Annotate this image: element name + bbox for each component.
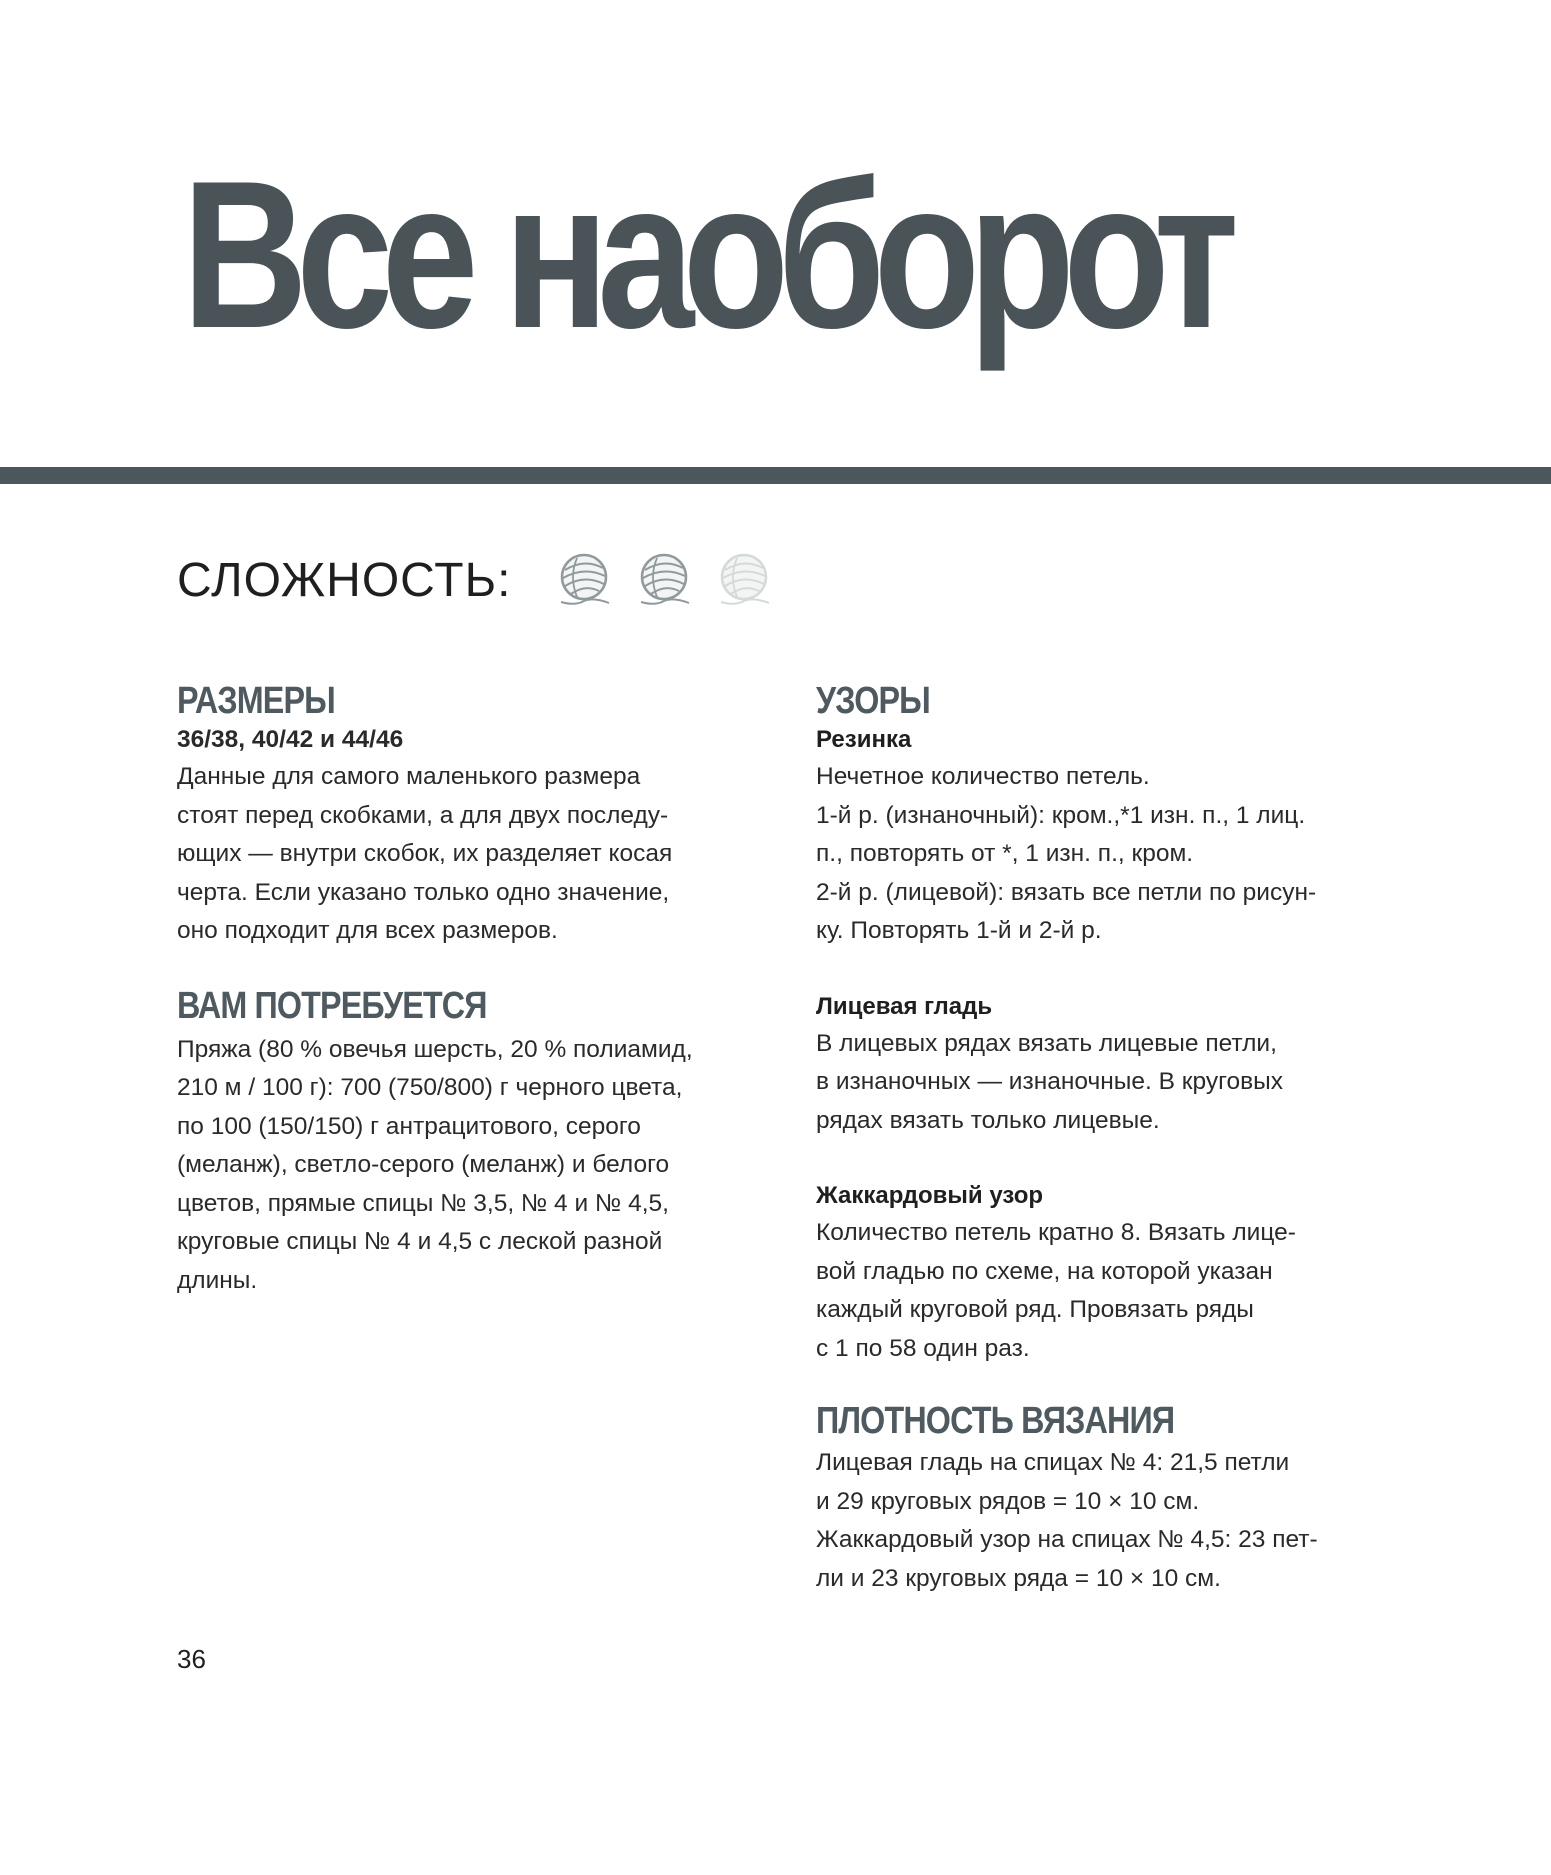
text-line: Лицевая гладь на спицах № 4: 21,5 петли [816, 1449, 1290, 1476]
text-line: каждый круговой ряд. Провязать ряды [816, 1296, 1254, 1323]
left-column [177, 680, 762, 1330]
stockinette-text [816, 1025, 1401, 1141]
text-line: ку. Повторять 1-й и 2-й р. [816, 917, 1102, 944]
sizes-heading: РАЗМЕРЫ [177, 680, 335, 722]
gauge-heading: ПЛОТНОСТЬ ВЯЗАНИЯ [816, 1400, 1175, 1442]
text-line: В лицевых рядах вязать лицевые петли, [816, 1029, 1277, 1057]
page-number: 36 [177, 1644, 206, 1674]
right-column [816, 680, 1401, 1628]
materials-heading: ВАМ ПОТРЕБУЕТСЯ [177, 984, 487, 1027]
difficulty-icons [555, 550, 773, 610]
text-line: и 29 круговых рядов = 10 × 10 см. [816, 1487, 1200, 1515]
text-line: Пряжа (80 % овечья шерсть, 20 % полиамид, [177, 1035, 693, 1063]
text-line: 2-й р. (лицевой): вязать все петли по рисун- [816, 878, 1317, 906]
stockinette-title: Лицевая гладь [816, 992, 993, 1020]
gauge-section [816, 1400, 1401, 1598]
text-line: оно подходит для всех размеров. [177, 917, 558, 944]
jacquard-text [816, 1214, 1401, 1368]
materials-section [177, 985, 762, 1301]
text-line: цветов, прямые спицы № 3,5, № 4 и № 4,5, [177, 1189, 669, 1217]
materials-text [177, 1031, 762, 1301]
sizes-section [177, 680, 762, 951]
rib-title: Резинка [816, 726, 912, 753]
text-line: (меланж), светло-серого (меланж) и белого [177, 1151, 670, 1178]
text-line: вой гладью по схеме, на которой указан [816, 1257, 1273, 1285]
patterns-heading: УЗОРЫ [816, 680, 930, 722]
text-line: Нечетное количество петель. [816, 763, 1150, 790]
sizes-text [177, 758, 762, 951]
text-line: рядах вязать только лицевые. [816, 1106, 1160, 1134]
stockinette-pattern [816, 989, 1401, 1141]
jacquard-pattern [816, 1178, 1401, 1368]
yarn-ball-icon [715, 550, 773, 610]
text-line: Жаккардовый узор на спицах № 4,5: 23 пет- [816, 1526, 1318, 1553]
gauge-text [816, 1444, 1401, 1598]
text-line: Данные для самого маленького размера [177, 763, 641, 790]
title-divider [0, 467, 1551, 484]
yarn-ball-icon [635, 550, 693, 610]
text-line: Количество петель кратно 8. Вязать лице- [816, 1219, 1296, 1246]
sizes-values: 36/38, 40/42 и 44/46 [177, 726, 404, 753]
difficulty-label: СЛОЖНОСТЬ: [177, 553, 512, 607]
yarn-ball-icon [555, 550, 613, 610]
text-line: ющих — внутри скобок, их разделяет косая [177, 840, 673, 867]
jacquard-title: Жаккардовый узор [816, 1182, 1044, 1209]
text-line: в изнаночных — изнаночные. В круговых [816, 1068, 1283, 1095]
text-line: п., повторять от *, 1 изн. п., кром. [816, 840, 1194, 867]
page-title: Все наоборот [182, 137, 1228, 372]
text-line: длины. [177, 1266, 258, 1294]
text-line: стоят перед скобками, а для двух последу- [177, 801, 669, 829]
text-line: 210 м / 100 г): 700 (750/800) г черного цвета, [177, 1074, 683, 1101]
text-line: 1-й р. (изнаночный): кром.,*1 изн. п., 1 лиц. [816, 801, 1306, 829]
difficulty-rating [177, 545, 773, 615]
rib-pattern [816, 722, 1401, 951]
rib-text [816, 758, 1401, 951]
text-line: ли и 23 круговых ряда = 10 × 10 см. [816, 1564, 1221, 1592]
text-line: с 1 по 58 один раз. [816, 1334, 1030, 1362]
text-line: по 100 (150/150) г антрацитового, серого [177, 1112, 641, 1140]
text-line: круговые спицы № 4 и 4,5 с леской разной [177, 1228, 663, 1255]
text-line: черта. Если указано только одно значение, [177, 878, 670, 906]
